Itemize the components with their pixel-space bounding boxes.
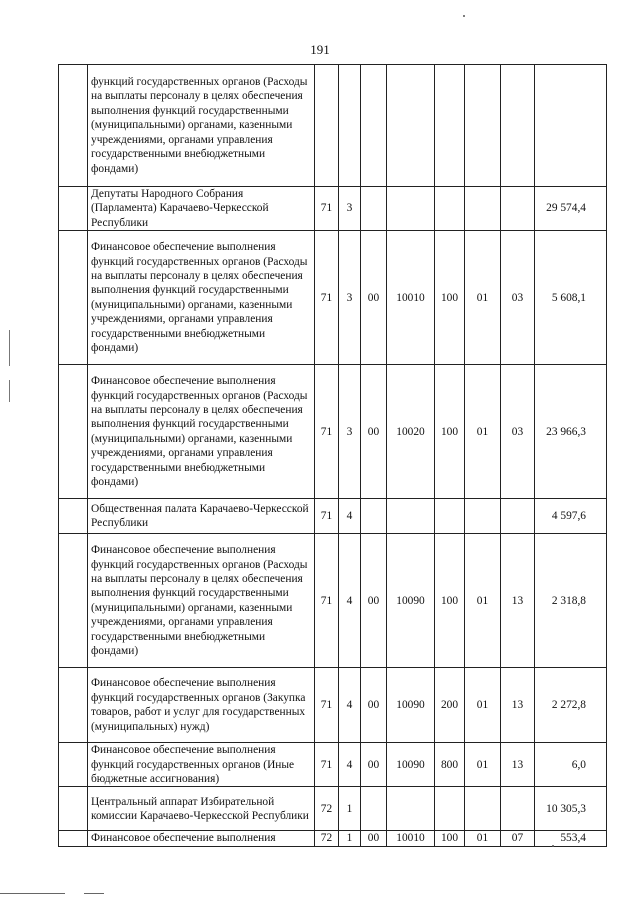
- code-cell-c3: 00: [361, 231, 387, 365]
- table-row: [59, 743, 607, 787]
- amount-cell: 4 597,6: [535, 499, 607, 534]
- expense-name-cell: [88, 743, 315, 787]
- code-cell-c3: [361, 499, 387, 534]
- code-cell-c4: 10010: [387, 231, 435, 365]
- code-cell-c7: 13: [501, 534, 535, 668]
- code-cell-c7: [501, 65, 535, 187]
- table-row: [59, 65, 607, 187]
- table-row: [59, 231, 607, 365]
- amount-cell: 553,4: [535, 831, 607, 846]
- code-cell-c1: 71: [315, 231, 339, 365]
- code-cell-c6: 01: [465, 743, 501, 787]
- amount-cell: 23 966,3: [535, 365, 607, 499]
- code-cell-c4: [387, 787, 435, 831]
- row-index-cell: [59, 499, 88, 534]
- code-cell-c7: 13: [501, 743, 535, 787]
- amount-cell: 5 608,1: [535, 231, 607, 365]
- row-index-cell: [59, 668, 88, 743]
- code-cell-c6: [465, 65, 501, 187]
- table-row: [59, 187, 607, 231]
- row-index-cell: [59, 534, 88, 668]
- expense-name-cell: [88, 65, 315, 187]
- code-cell-c7: [501, 499, 535, 534]
- amount-cell: 2 318,8: [535, 534, 607, 668]
- code-cell-c3: 00: [361, 743, 387, 787]
- code-cell-c2: 3: [339, 365, 361, 499]
- expense-name-cell: [88, 365, 315, 499]
- code-cell-c4: 10020: [387, 365, 435, 499]
- code-cell-c6: 01: [465, 668, 501, 743]
- code-cell-c2: 4: [339, 743, 361, 787]
- scan-speck: [552, 845, 554, 847]
- code-cell-c1: 71: [315, 534, 339, 668]
- table-row: [59, 534, 607, 668]
- code-cell-c7: 13: [501, 668, 535, 743]
- code-cell-c6: [465, 787, 501, 831]
- row-index-cell: [59, 187, 88, 231]
- row-index-cell: [59, 65, 88, 187]
- amount-cell: 29 574,4: [535, 187, 607, 231]
- code-cell-c5: [435, 787, 465, 831]
- code-cell-c3: [361, 65, 387, 187]
- code-cell-c4: 10090: [387, 668, 435, 743]
- expense-name-cell: [88, 231, 315, 365]
- code-cell-c1: 71: [315, 743, 339, 787]
- code-cell-c4: 10090: [387, 743, 435, 787]
- row-index-cell: [59, 743, 88, 787]
- table-row: [59, 668, 607, 743]
- code-cell-c5: 200: [435, 668, 465, 743]
- code-cell-c1: 71: [315, 187, 339, 231]
- code-cell-c5: [435, 187, 465, 231]
- code-cell-c5: 100: [435, 231, 465, 365]
- table-row: [59, 831, 607, 846]
- scan-margin-mark: [9, 380, 10, 402]
- code-cell-c1: 71: [315, 499, 339, 534]
- page-number: 191: [310, 42, 330, 57]
- amount-cell: 6,0: [535, 743, 607, 787]
- code-cell-c3: 00: [361, 365, 387, 499]
- expense-name: Финансовое обеспечение выполнения функций государственных органов (Закупка товаров, работ и услуг для государственных (муниципальных) нужд): [91, 677, 306, 733]
- code-cell-c7: [501, 187, 535, 231]
- code-cell-c5: [435, 499, 465, 534]
- footer-rule: [84, 893, 104, 894]
- expense-name: Общественная палата Карачаево-Черкесской Республики: [91, 502, 309, 530]
- code-cell-c6: 01: [465, 831, 501, 846]
- expense-name: Финансовое обеспечение выполнения функций государственных органов (Расходы на выплаты персоналу в целях обеспечения выполнения функций государственными (муниципальными) органами, казенными учреждениями, органами управления государственными внебюджетными фондами): [91, 544, 308, 657]
- code-cell-c3: 00: [361, 831, 387, 846]
- code-cell-c5: [435, 65, 465, 187]
- expense-name-cell: [88, 787, 315, 831]
- code-cell-c7: 03: [501, 365, 535, 499]
- code-cell-c1: 72: [315, 831, 339, 846]
- code-cell-c4: [387, 499, 435, 534]
- code-cell-c2: 1: [339, 787, 361, 831]
- footer-rule: [0, 893, 65, 894]
- code-cell-c3: 00: [361, 668, 387, 743]
- code-cell-c6: 01: [465, 534, 501, 668]
- expense-name: Финансовое обеспечение выполнения функций государственных органов (Расходы на выплаты персоналу в целях обеспечения выполнения функций государственными (муниципальными) органами, казенными учреждениями, органами управления государственными внебюджетными фондами): [91, 241, 308, 354]
- code-cell-c2: 4: [339, 499, 361, 534]
- code-cell-c5: 100: [435, 831, 465, 846]
- row-index-cell: [59, 787, 88, 831]
- amount-cell: 2 272,8: [535, 668, 607, 743]
- code-cell-c4: [387, 187, 435, 231]
- expense-name-cell: [88, 187, 315, 231]
- expense-name-cell: [88, 831, 315, 846]
- budget-table: [58, 64, 607, 847]
- expense-name-cell: [88, 499, 315, 534]
- expense-name: Финансовое обеспечение выполнения: [91, 832, 276, 845]
- table-row: [59, 365, 607, 499]
- code-cell-c1: 72: [315, 787, 339, 831]
- expense-name: Центральный аппарат Избирательной комиссии Карачаево-Черкесской Республики: [91, 795, 309, 822]
- code-cell-c6: [465, 499, 501, 534]
- row-index-cell: [59, 365, 88, 499]
- amount-cell: 10 305,3: [535, 787, 607, 831]
- code-cell-c2: 4: [339, 668, 361, 743]
- code-cell-c7: 07: [501, 831, 535, 846]
- expense-name: Финансовое обеспечение выполнения функций государственных органов (Иные бюджетные ассигнования): [91, 744, 295, 786]
- scan-margin-mark: [9, 330, 10, 366]
- expense-name-cell: [88, 534, 315, 668]
- expense-name-cell: [88, 668, 315, 743]
- code-cell-c6: [465, 187, 501, 231]
- code-cell-c1: 71: [315, 365, 339, 499]
- expense-name: функций государственных органов (Расходы на выплаты персоналу в целях обеспечения выполнения функций государственными (муниципальными) органами, казенными учреждениями, органами управления государственными внебюджетными фондами): [91, 76, 308, 175]
- expense-name: Депутаты Народного Собрания (Парламента) Карачаево-Черкесской Республики: [91, 188, 269, 229]
- code-cell-c3: 00: [361, 534, 387, 668]
- scan-speck: [463, 15, 465, 17]
- code-cell-c4: 10010: [387, 831, 435, 846]
- code-cell-c6: 01: [465, 365, 501, 499]
- expense-name: Финансовое обеспечение выполнения функций государственных органов (Расходы на выплаты персоналу в целях обеспечения выполнения функций государственными (муниципальными) органами, казенными учреждениями, органами управления государственными внебюджетными фондами): [91, 375, 308, 488]
- code-cell-c3: [361, 187, 387, 231]
- code-cell-c3: [361, 787, 387, 831]
- code-cell-c6: 01: [465, 231, 501, 365]
- code-cell-c4: 10090: [387, 534, 435, 668]
- code-cell-c1: [315, 65, 339, 187]
- code-cell-c7: 03: [501, 231, 535, 365]
- amount-cell: [535, 65, 607, 187]
- code-cell-c1: 71: [315, 668, 339, 743]
- code-cell-c2: 1: [339, 831, 361, 846]
- code-cell-c2: 4: [339, 534, 361, 668]
- code-cell-c5: 800: [435, 743, 465, 787]
- code-cell-c2: 3: [339, 231, 361, 365]
- code-cell-c7: [501, 787, 535, 831]
- row-index-cell: [59, 831, 88, 846]
- row-index-cell: [59, 231, 88, 365]
- code-cell-c5: 100: [435, 534, 465, 668]
- code-cell-c2: [339, 65, 361, 187]
- code-cell-c5: 100: [435, 365, 465, 499]
- code-cell-c4: [387, 65, 435, 187]
- table-row: [59, 499, 607, 534]
- table-row: [59, 787, 607, 831]
- code-cell-c2: 3: [339, 187, 361, 231]
